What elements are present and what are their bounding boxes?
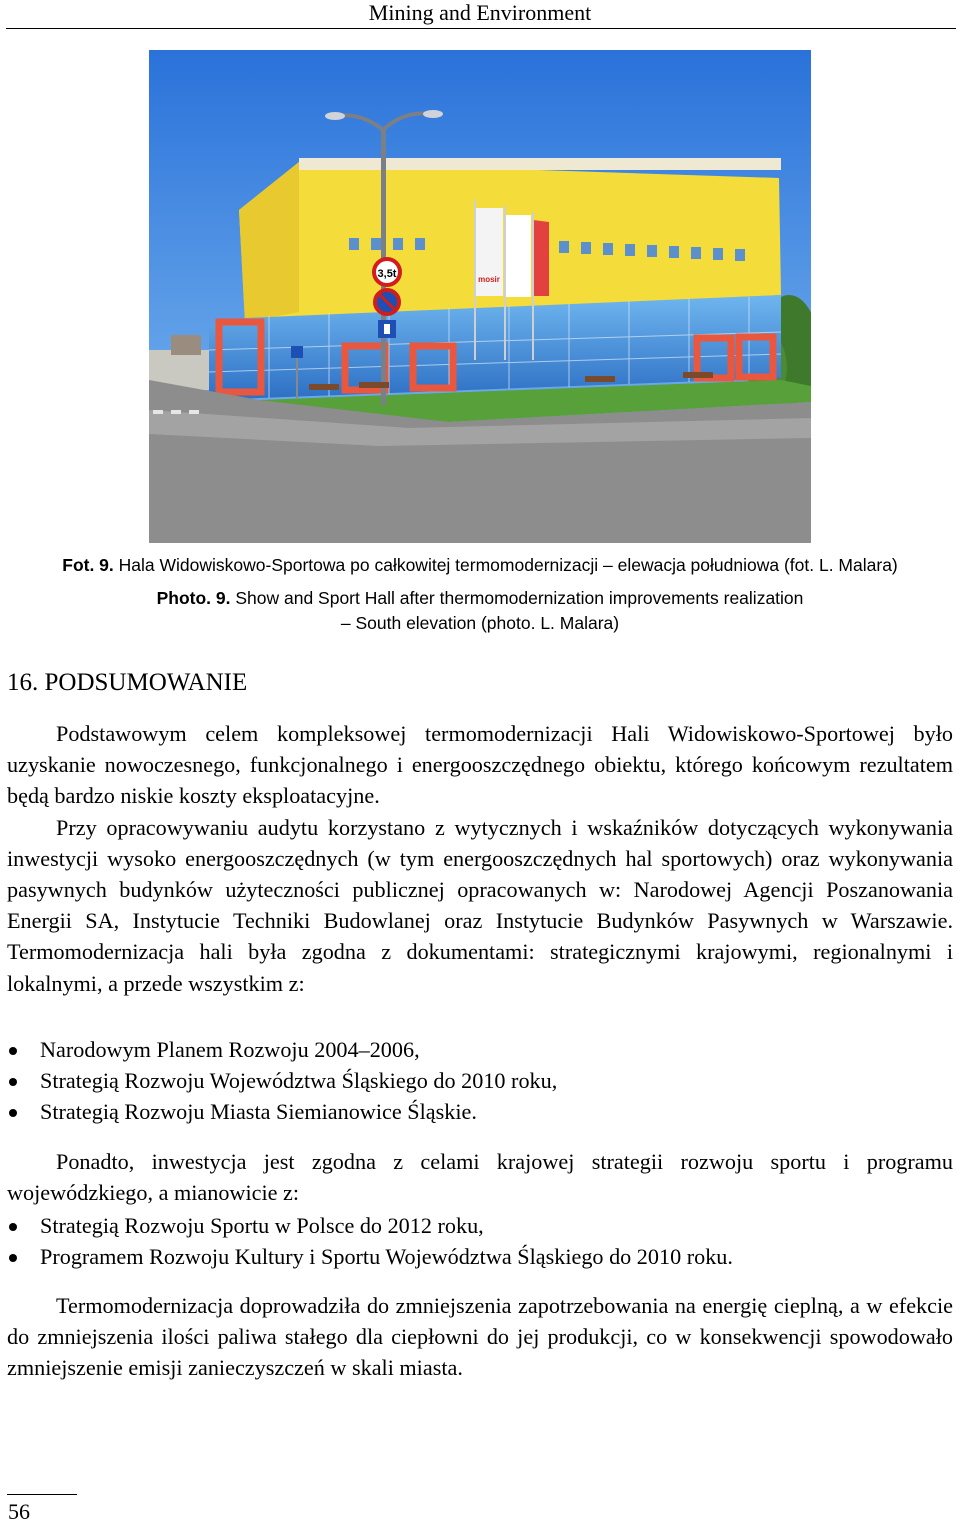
caption-english-line2: – South elevation (photo. L. Malara)	[340, 613, 620, 633]
bullet-icon	[9, 1109, 17, 1117]
caption-polish-text: Hala Widowiskowo-Sportowa po całkowitej termomodernizacji – elewacja południowa (fot. L. Malara)	[118, 555, 898, 575]
bullet-icon	[9, 1254, 17, 1262]
page-number: 56	[8, 1499, 30, 1524]
journal-title: Mining and Environment	[368, 0, 592, 25]
section-heading: 16. PODSUMOWANIE	[7, 669, 248, 696]
caption-english-text-line1: Show and Sport Hall after thermomodernization improvements realization	[235, 588, 804, 608]
bullet-icon	[9, 1223, 17, 1231]
strategy-list-2	[7, 1210, 953, 1272]
paragraph-2: Przy opracowywaniu audytu korzystano z wytycznych i wskaźników dotyczących wykonywania inwestycji wysoko energooszczędnych (w tym energooszczędnych hal sportowych) oraz wykonywania pasywnych budynków użyteczności publicznej opracowanych w: Narodowej Agencji Poszanowania Energii SA, Instytucie Techniki Budowlanej oraz Instytucie Budynków Pasywnych w Warszawie. Termomodernizacja hali była zgodna z dokumentami: strategicznymi krajowymi, regionalnymi i lokalnymi, a przede wszystkim z:	[7, 814, 953, 996]
body-block-3	[7, 1290, 953, 1384]
sports-hall-photo	[149, 50, 811, 543]
list-item: Strategią Rozwoju Województwa Śląskiego do 2010 roku,	[7, 1065, 953, 1096]
running-header	[0, 0, 960, 30]
strategy-list-1	[7, 1034, 953, 1128]
caption-polish-label: Fot. 9.	[62, 555, 114, 575]
list-item: Strategią Rozwoju Miasta Siemianowice Śląskie.	[7, 1096, 953, 1127]
banner-text: mosir	[478, 275, 500, 284]
paragraph-1: Podstawowym celem kompleksowej termomodernizacji Hali Widowiskowo-Sportowej było uzyskanie nowoczesnego, funkcjonalnego i energooszczędnego obiektu, którego końcowym rezultatem będą bardzo niskie koszty eksploatacyjne.	[7, 721, 953, 809]
bullet-icon	[9, 1078, 17, 1086]
paragraph-4: Termomodernizacja doprowadziła do zmniejszenia zapotrzebowania na energię cieplną, a w efekcie do zmniejszenia ilości paliwa stałego dla ciepłowni do jej produkcji, co w konsekwencji spowodowało zmniejszenie emisji zanieczyszczeń w skali miasta.	[7, 1293, 953, 1381]
bullet-icon	[9, 1047, 17, 1055]
speed-limit-sign: 3,5t	[377, 268, 397, 280]
body-block-2	[7, 1146, 953, 1208]
body-block-1	[7, 718, 953, 999]
caption-english	[0, 587, 960, 609]
caption-english-label: Photo. 9.	[156, 588, 231, 608]
list-item: Narodowym Planem Rozwoju 2004–2006,	[7, 1034, 953, 1065]
header-rule	[6, 28, 956, 29]
list-item: Programem Rozwoju Kultury i Sportu Województwa Śląskiego do 2010 roku.	[7, 1241, 953, 1272]
caption-polish	[0, 554, 960, 576]
footer-rule	[7, 1494, 77, 1495]
list-item: Strategią Rozwoju Sportu w Polsce do 2012 roku,	[7, 1210, 953, 1241]
paragraph-3: Ponadto, inwestycja jest zgodna z celami krajowej strategii rozwoju sportu i programu wojewódzkiego, a mianowicie z:	[7, 1149, 953, 1206]
